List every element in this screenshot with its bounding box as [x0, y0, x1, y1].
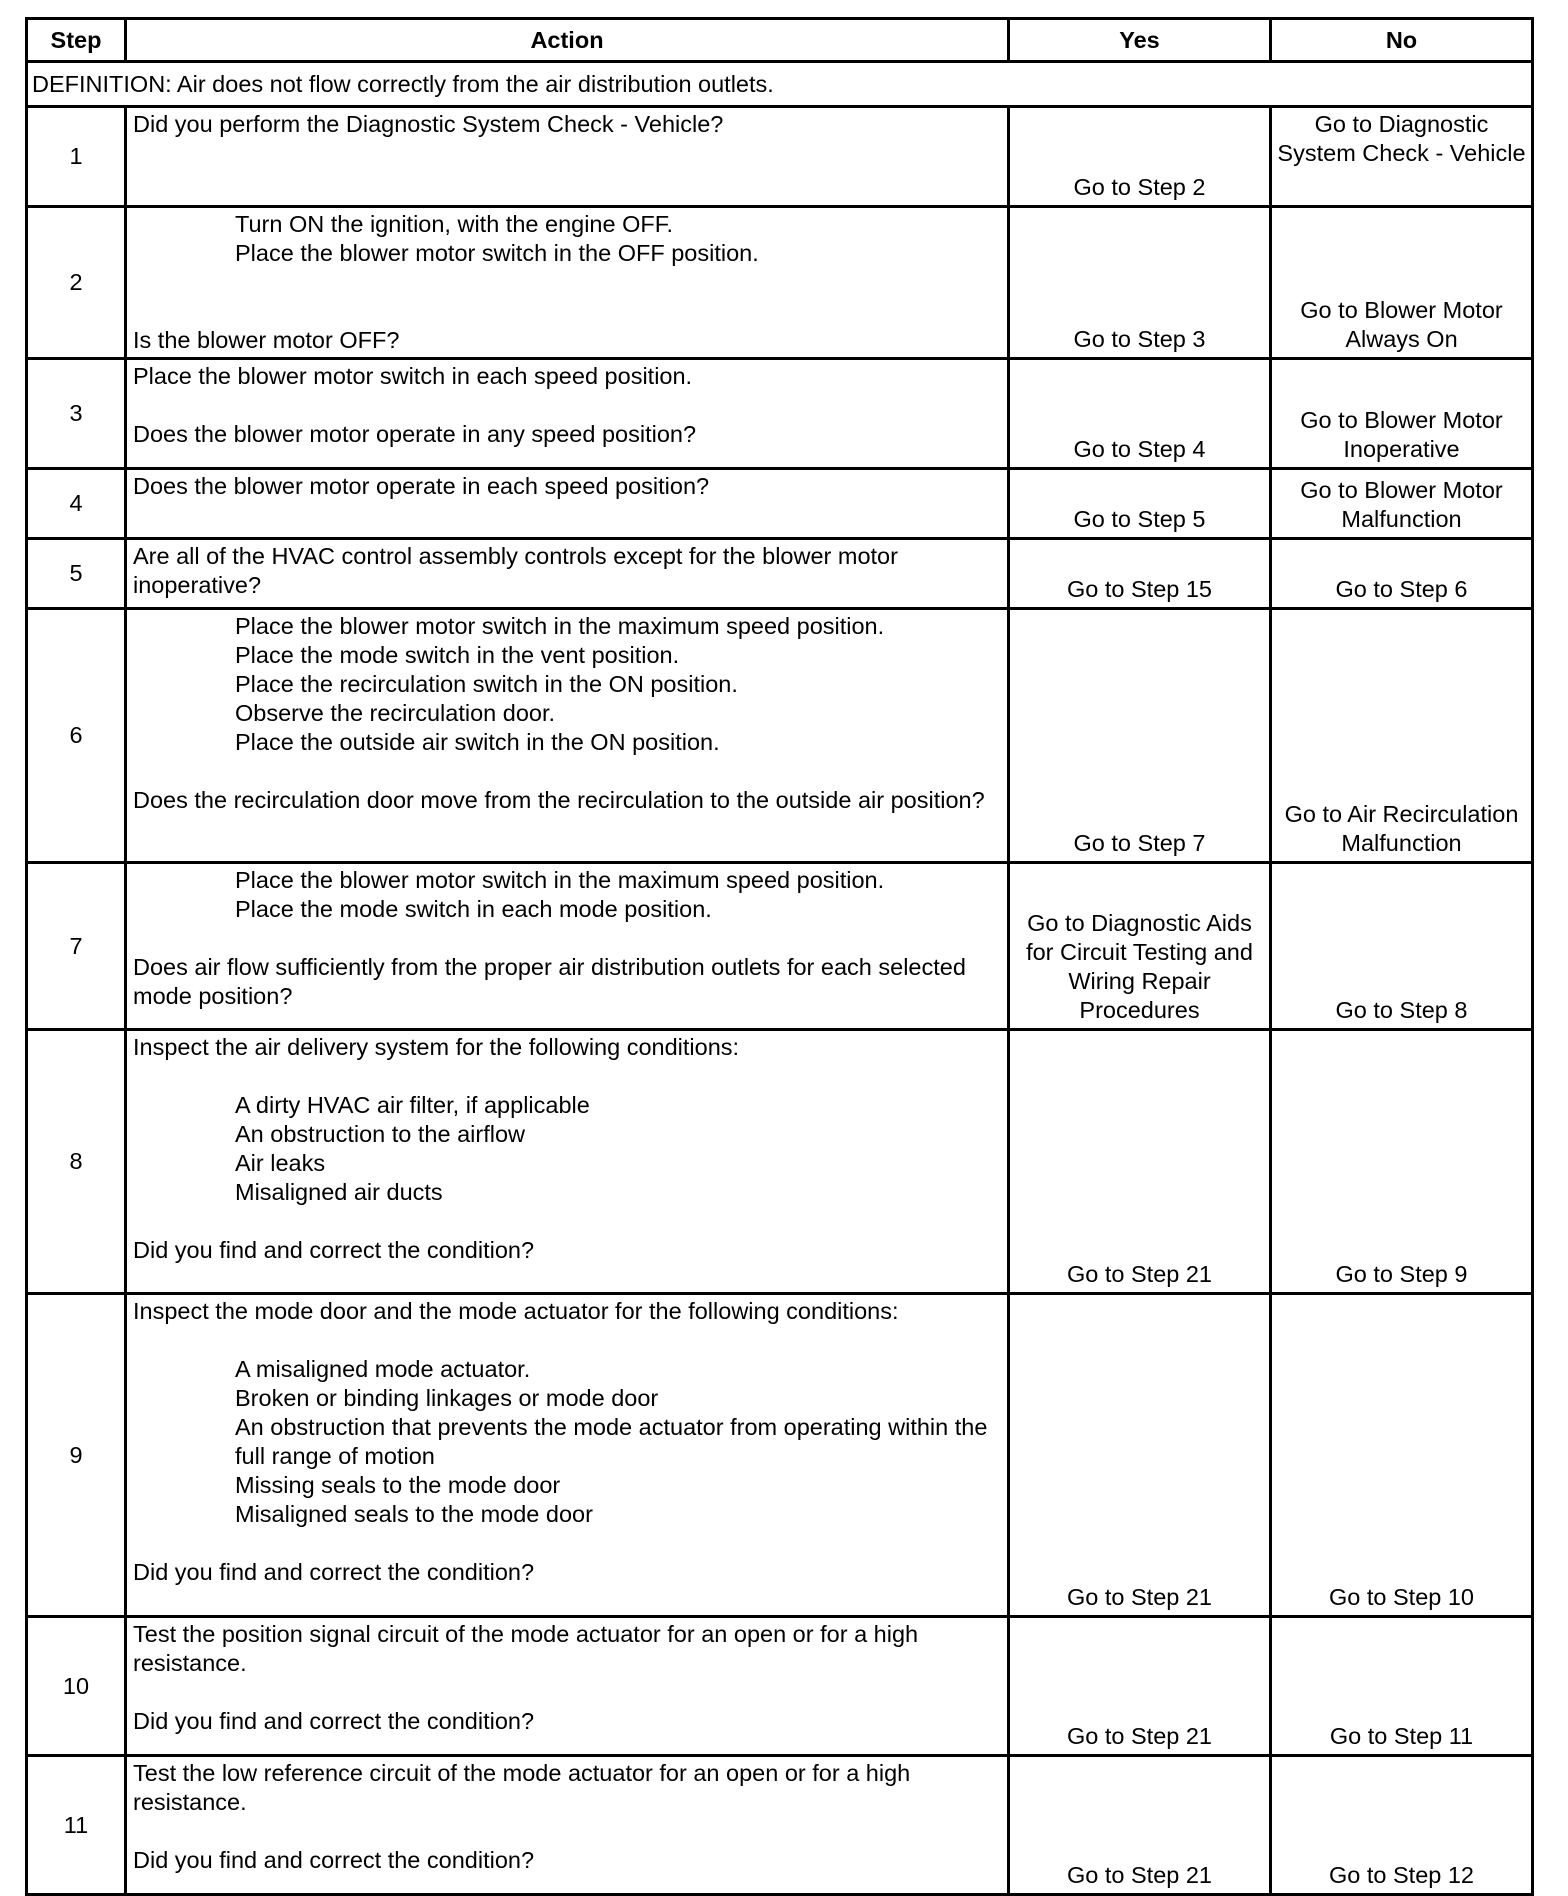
table-row — [27, 1030, 1533, 1294]
action-item: Missing seals to the mode door — [235, 1472, 561, 1498]
action-item: Place the blower motor switch in the maximum speed position. — [235, 613, 885, 639]
action-item: Misaligned air ducts — [235, 1179, 443, 1205]
step-number: 6 — [27, 609, 126, 863]
no-result: Go to Step 9 — [1271, 1030, 1533, 1294]
yes-result: Go to Step 21 — [1009, 1030, 1271, 1294]
table-row — [27, 207, 1533, 359]
action-question: Did you find and correct the condition? — [133, 1237, 535, 1263]
step-number: 3 — [27, 359, 126, 469]
action-question: Are all of the HVAC control assembly controls except for the blower motor inoperative? — [133, 543, 898, 598]
no-result: Go to Step 8 — [1271, 863, 1533, 1030]
action-item: Air leaks — [235, 1150, 326, 1176]
yes-result: Go to Step 3 — [1009, 207, 1271, 359]
table-row — [27, 863, 1533, 1030]
yes-result: Go to Diagnostic Aids for Circuit Testing and Wiring Repair Procedures — [1009, 863, 1271, 1030]
action-cell — [126, 107, 1009, 207]
header-no: No — [1271, 19, 1533, 62]
no-result: Go to Step 10 — [1271, 1294, 1533, 1617]
table-row — [27, 609, 1533, 863]
table-row — [27, 469, 1533, 539]
header-step: Step — [27, 19, 126, 62]
table-row — [27, 539, 1533, 609]
action-question: Does air flow sufficiently from the proper air distribution outlets for each selected mode position? — [133, 954, 966, 1009]
action-question: Did you perform the Diagnostic System Check - Vehicle? — [133, 111, 724, 137]
diagnostic-table — [25, 17, 1534, 1896]
action-item: Place the blower motor switch in the OFF position. — [235, 240, 759, 266]
action-cell — [126, 863, 1009, 1030]
table-row — [27, 1756, 1533, 1895]
step-number: 10 — [27, 1617, 126, 1756]
no-result: Go to Air Recirculation Malfunction — [1271, 609, 1533, 863]
step-number: 7 — [27, 863, 126, 1030]
action-item: A misaligned mode actuator. — [235, 1356, 531, 1382]
action-item: A dirty HVAC air filter, if applicable — [235, 1092, 590, 1118]
no-result: Go to Diagnostic System Check - Vehicle — [1271, 107, 1533, 207]
action-item: Observe the recirculation door. — [235, 700, 556, 726]
action-cell — [126, 1030, 1009, 1294]
table-row — [27, 107, 1533, 207]
no-result: Go to Blower Motor Inoperative — [1271, 359, 1533, 469]
yes-result: Go to Step 21 — [1009, 1294, 1271, 1617]
yes-result: Go to Step 21 — [1009, 1617, 1271, 1756]
action-intro: Place the blower motor switch in each speed position. — [133, 363, 693, 389]
action-cell — [126, 1294, 1009, 1617]
action-intro: Inspect the air delivery system for the following conditions: — [133, 1034, 740, 1060]
step-number: 9 — [27, 1294, 126, 1617]
step-number: 2 — [27, 207, 126, 359]
step-number: 8 — [27, 1030, 126, 1294]
action-question: Does the blower motor operate in each speed position? — [133, 473, 710, 499]
action-cell — [126, 1756, 1009, 1895]
action-item: Place the mode switch in the vent position. — [235, 642, 680, 668]
action-item: An obstruction to the airflow — [235, 1121, 525, 1147]
action-cell — [126, 1617, 1009, 1756]
action-cell — [126, 359, 1009, 469]
step-number: 1 — [27, 107, 126, 207]
action-item: Misaligned seals to the mode door — [235, 1501, 593, 1527]
table-row — [27, 1617, 1533, 1756]
action-item: An obstruction that prevents the mode actuator from operating within the full range of motion — [235, 1414, 994, 1469]
action-question: Did you find and correct the condition? — [133, 1708, 535, 1734]
yes-result: Go to Step 15 — [1009, 539, 1271, 609]
yes-result: Go to Step 21 — [1009, 1756, 1271, 1895]
step-number: 11 — [27, 1756, 126, 1895]
action-item: Turn ON the ignition, with the engine OFF. — [235, 211, 674, 237]
action-question: Did you find and correct the condition? — [133, 1559, 535, 1585]
yes-result: Go to Step 5 — [1009, 469, 1271, 539]
action-cell — [126, 539, 1009, 609]
no-result: Go to Blower Motor Always On — [1271, 207, 1533, 359]
action-item: Place the mode switch in each mode position. — [235, 896, 712, 922]
definition-text: DEFINITION: Air does not flow correctly from the air distribution outlets. — [27, 62, 1533, 107]
definition-row — [27, 62, 1533, 107]
action-question: Does the recirculation door move from the recirculation to the outside air position? — [133, 787, 985, 813]
step-number: 4 — [27, 469, 126, 539]
no-result: Go to Step 11 — [1271, 1617, 1533, 1756]
yes-result: Go to Step 2 — [1009, 107, 1271, 207]
step-number: 5 — [27, 539, 126, 609]
action-question: Does the blower motor operate in any speed position? — [133, 421, 697, 447]
action-item: Broken or binding linkages or mode door — [235, 1385, 659, 1411]
no-result: Go to Step 6 — [1271, 539, 1533, 609]
action-item: Place the recirculation switch in the ON position. — [235, 671, 738, 697]
action-intro: Inspect the mode door and the mode actuator for the following conditions: — [133, 1298, 899, 1324]
action-cell — [126, 609, 1009, 863]
no-result: Go to Step 12 — [1271, 1756, 1533, 1895]
yes-result: Go to Step 7 — [1009, 609, 1271, 863]
action-cell — [126, 207, 1009, 359]
action-cell — [126, 469, 1009, 539]
action-question: Did you find and correct the condition? — [133, 1847, 535, 1873]
header-row — [27, 19, 1533, 62]
table-row — [27, 1294, 1533, 1617]
header-action: Action — [126, 19, 1009, 62]
header-yes: Yes — [1009, 19, 1271, 62]
action-intro: Test the low reference circuit of the mode actuator for an open or for a high resistance. — [133, 1760, 917, 1815]
action-question: Is the blower motor OFF? — [133, 327, 400, 353]
yes-result: Go to Step 4 — [1009, 359, 1271, 469]
action-item: Place the outside air switch in the ON position. — [235, 729, 720, 755]
no-result: Go to Blower Motor Malfunction — [1271, 469, 1533, 539]
action-item: Place the blower motor switch in the maximum speed position. — [235, 867, 885, 893]
table-row — [27, 359, 1533, 469]
action-intro: Test the position signal circuit of the mode actuator for an open or for a high resistance. — [133, 1621, 925, 1676]
